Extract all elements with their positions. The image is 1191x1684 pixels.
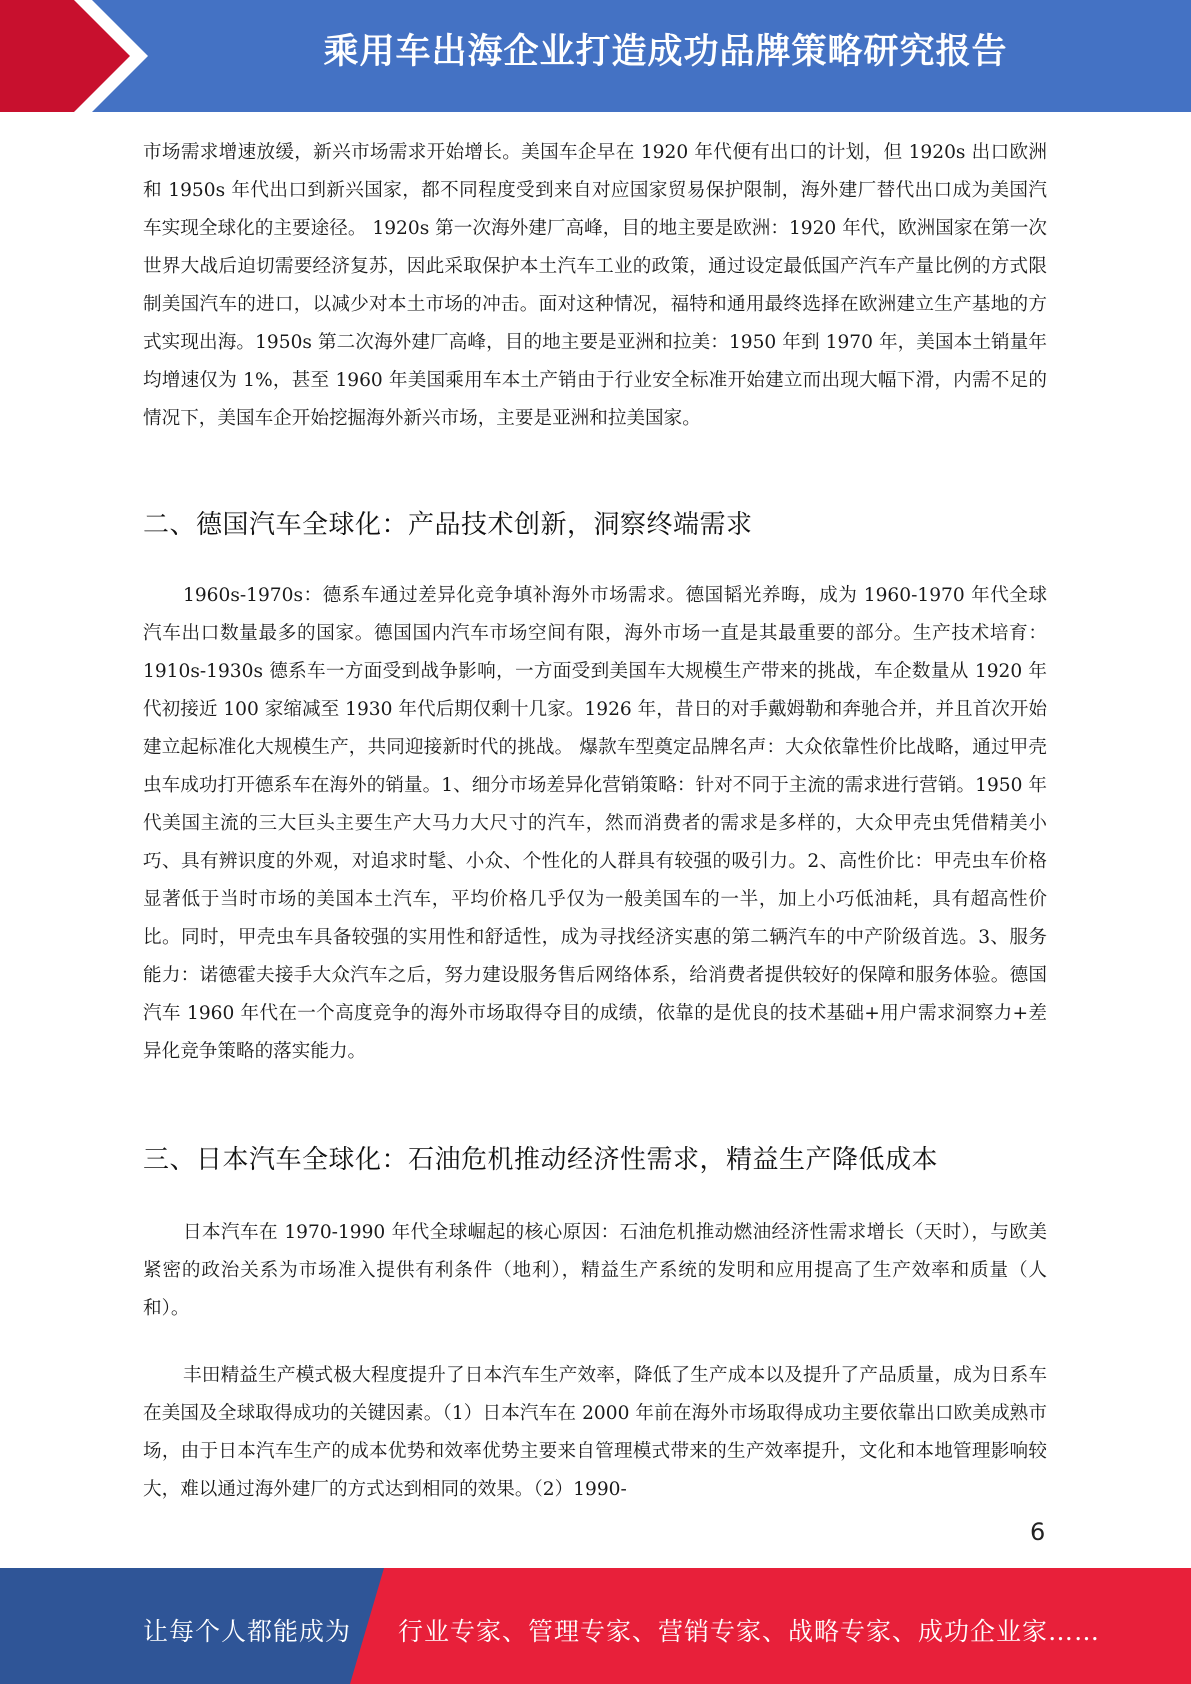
japan-paragraph-1: 日本汽车在 1970-1990 年代全球崛起的核心原因：石油危机推动燃油经济性需求增长（天时），与欧美紧密的政治关系为市场准入提供有利条件（地利），精益生产系统的发明和应用提高了生产效率和质量（人和）。 — [143, 1222, 1047, 1319]
footer-slogan-left: 让每个人都能成为 — [143, 1617, 352, 1646]
japan-section-part2 — [143, 1357, 1047, 1509]
intro-section — [143, 134, 1047, 438]
japan-paragraph-2: 丰田精益生产模式极大程度提升了日本汽车生产效率，降低了生产成本以及提升了产品质量，成为日系车在美国及全球取得成功的关键因素。（1）日本汽车在 2000 年前在海外市场取得成功主要依靠出口欧美成熟市场，由于日本汽车生产的成本优势和效率优势主要来自管理模式带来的生产效率提升，文化和本地管理影响较大，难以通过海外建厂的方式达到相同的效果。（2）1990- — [143, 1365, 1047, 1500]
footer-banner — [0, 1568, 1191, 1684]
header-banner — [0, 0, 1191, 112]
japan-section-part1 — [143, 1214, 1047, 1328]
report-title: 乘用车出海企业打造成功品牌策略研究报告 — [323, 32, 1008, 72]
page-number: 6 — [1030, 1518, 1046, 1546]
footer-slogan-right: 行业专家、管理专家、营销专家、战略专家、成功企业家…… — [398, 1617, 1101, 1646]
intro-paragraph: 市场需求增速放缓，新兴市场需求开始增长。美国车企早在 1920 年代便有出口的计划，但 1920s 出口欧洲和 1950s 年代出口到新兴国家，都不同程度受到来自对应国家贸易保护限制，海外建厂替代出口成为美国汽车实现全球化的主要途径。 1920s 第一次海外建厂高峰，目的地主要是欧洲：1920 年代，欧洲国家在第一次世界大战后迫切需要经济复苏，因此采取保护本土汽车工业的政策，通过设定最低国产汽车产量比例的方式限制美国汽车的进口，以减少对本土市场的冲击。面对这种情况，福特和通用最终选择在欧洲建立生产基地的方式实现出海。1950s 第二次海外建厂高峰，目的地主要是亚洲和拉美：1950 年到 1970 年，美国本土销量年均增速仅为 1%，甚至 1960 年美国乘用车本土产销由于行业安全标准开始建立而出现大幅下滑，内需不足的情况下，美国车企开始挖掘海外新兴市场，主要是亚洲和拉美国家。 — [143, 142, 1047, 429]
germany-paragraph: 1960s-1970s：德系车通过差异化竞争填补海外市场需求。德国韬光养晦，成为 1960-1970 年代全球汽车出口数量最多的国家。德国国内汽车市场空间有限，海外市场一直是其最重要的部分。生产技术培育：1910s-1930s 德系车一方面受到战争影响，一方面受到美国车大规模生产带来的挑战，车企数量从 1920 年代初接近 100 家缩减至 1930 年代后期仅剩十几家。1926 年，昔日的对手戴姆勒和奔驰合并，并且首次开始建立起标准化大规模生产，共同迎接新时代的挑战。 爆款车型奠定品牌名声：大众依靠性价比战略，通过甲壳虫车成功打开德系车在海外的销量。1、细分市场差异化营销策略：针对不同于主流的需求进行营销。1950 年代美国主流的三大巨头主要生产大马力大尺寸的汽车，然而消费者的需求是多样的，大众甲壳虫凭借精美小巧、具有辨识度的外观，对追求时髦、小众、个性化的人群具有较强的吸引力。2、高性价比：甲壳虫车价格显著低于当时市场的美国本土汽车，平均价格几乎仅为一般美国车的一半，加上小巧低油耗，具有超高性价比。同时，甲壳虫车具备较强的实用性和舒适性，成为寻找经济实惠的第二辆汽车的中产阶级首选。3、服务能力：诺德霍夫接手大众汽车之后，努力建设服务售后网络体系，给消费者提供较好的保障和服务体验。德国汽车 1960 年代在一个高度竞争的海外市场取得夺目的成绩，依靠的是优良的技术基础+用户需求洞察力+差异化竞争策略的落实能力。 — [143, 585, 1047, 1062]
section-heading-japan: 三、日本汽车全球化：石油危机推动经济性需求，精益生产降低成本 — [143, 1145, 939, 1175]
section-heading-germany: 二、德国汽车全球化：产品技术创新，洞察终端需求 — [143, 510, 753, 540]
germany-section — [143, 577, 1047, 1071]
